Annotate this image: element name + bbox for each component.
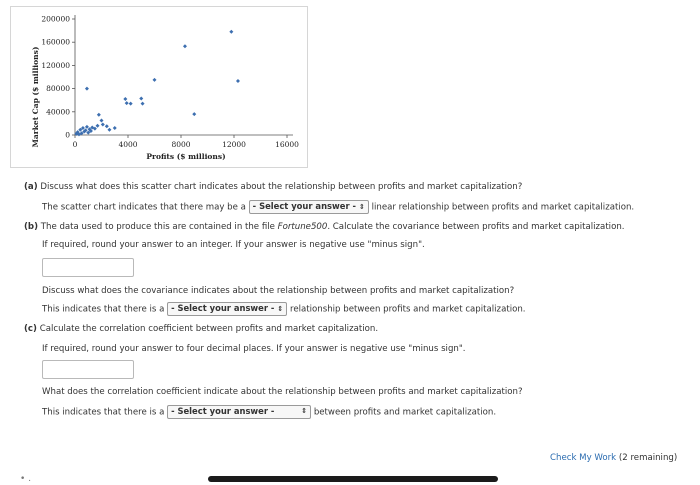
y-axis-title: Market Cap ($ millions) xyxy=(31,46,40,148)
y-tick-label: 160000 xyxy=(41,37,70,47)
x-axis-title: Profits ($ millions) xyxy=(146,152,226,161)
scatter-point xyxy=(101,123,105,127)
answer-a-row xyxy=(42,200,634,214)
check-my-work xyxy=(550,453,677,463)
question-c-round-note: If required, round your answer to four decimal places. If your answer is negative use "minus sign". xyxy=(42,344,466,354)
question-c-text: Calculate the correlation coefficient between profits and market capitalization. xyxy=(39,324,379,334)
x-tick-label: 16000 xyxy=(275,140,299,149)
scatter-point xyxy=(113,126,117,130)
question-a-label: (a) xyxy=(24,182,38,192)
y-tick-label: 40000 xyxy=(46,107,70,117)
scatter-point xyxy=(105,124,109,128)
question-b-discuss: Discuss what does the covariance indicates about the relationship between profits and market capitalization? xyxy=(42,286,515,296)
scatter-point xyxy=(236,79,240,83)
question-b-text-after: . Calculate the covariance between profits and market capitalization. xyxy=(327,222,625,232)
answer-a-dropdown[interactable] xyxy=(249,200,369,214)
answer-c-prefix: This indicates that there is a xyxy=(42,407,165,418)
question-a xyxy=(24,181,522,193)
answer-a-prefix: The scatter chart indicates that there may be a xyxy=(42,202,246,213)
scatter-chart xyxy=(10,6,308,168)
question-b xyxy=(24,221,625,233)
scatter-point xyxy=(192,112,196,116)
question-b-file: Fortune500 xyxy=(277,222,328,232)
scatter-point xyxy=(107,128,111,132)
y-tick-label: 80000 xyxy=(46,84,70,94)
scatter-point xyxy=(141,102,145,106)
x-tick-label: 12000 xyxy=(222,140,246,149)
scatter-point xyxy=(85,125,89,129)
answer-c-suffix: between profits and market capitalization. xyxy=(313,407,497,418)
scatter-point xyxy=(183,44,187,48)
x-tick-label: 0 xyxy=(72,140,78,149)
dropdown-arrows-icon: ⇕ xyxy=(358,203,365,211)
scatter-point xyxy=(125,101,129,105)
home-indicator-bar xyxy=(208,476,498,482)
scatter-point xyxy=(139,96,143,100)
dropdown-arrows-icon: ⇕ xyxy=(301,407,308,415)
x-tick-label: 8000 xyxy=(171,140,191,149)
answer-b-row xyxy=(42,302,526,316)
y-tick-label: 120000 xyxy=(41,60,70,70)
answer-c-dropdown-label: - Select your answer - xyxy=(171,406,275,416)
answer-b-prefix: This indicates that there is a xyxy=(42,304,165,315)
toolbar-marks: • ․ xyxy=(20,474,32,484)
scatter-point xyxy=(123,97,127,101)
scatter-point xyxy=(229,30,233,34)
scatter-chart-svg xyxy=(11,7,307,167)
scatter-point xyxy=(153,78,157,82)
y-tick-label: 200000 xyxy=(41,14,70,24)
question-c-label: (c) xyxy=(24,324,37,334)
check-remaining: (2 remaining) xyxy=(618,453,678,463)
scatter-point xyxy=(97,113,101,117)
dropdown-arrows-icon: ⇕ xyxy=(277,305,284,313)
answer-b-dropdown[interactable] xyxy=(167,302,287,316)
question-c xyxy=(24,323,378,335)
scatter-point xyxy=(100,119,104,123)
scatter-point xyxy=(96,124,100,128)
question-b-round-note: If required, round your answer to an integer. If your answer is negative use "minus sign". xyxy=(42,240,425,250)
covariance-input[interactable] xyxy=(42,258,134,277)
correlation-input[interactable] xyxy=(42,360,134,379)
y-tick-label: 0 xyxy=(65,130,70,140)
question-b-label: (b) xyxy=(24,222,39,232)
question-c-discuss: What does the correlation coefficient indicate about the relationship between profits and market capitalization? xyxy=(42,387,523,397)
x-tick-label: 4000 xyxy=(118,140,138,149)
scatter-point xyxy=(85,87,89,91)
answer-c-dropdown[interactable] xyxy=(167,405,311,419)
answer-a-dropdown-label: - Select your answer - xyxy=(252,201,356,211)
scatter-point xyxy=(129,102,133,106)
answer-a-suffix: linear relationship between profits and market capitalization. xyxy=(371,202,635,213)
check-my-work-link[interactable]: Check My Work xyxy=(550,453,617,463)
answer-b-suffix: relationship between profits and market capitalization. xyxy=(290,304,526,315)
question-a-text: Discuss what does this scatter chart indicates about the relationship between profits and market capitalization? xyxy=(40,182,523,192)
answer-c-row xyxy=(42,405,496,419)
question-b-text-before: The data used to produce this are contained in the file xyxy=(40,222,275,232)
answer-b-dropdown-label: - Select your answer - xyxy=(171,303,275,313)
